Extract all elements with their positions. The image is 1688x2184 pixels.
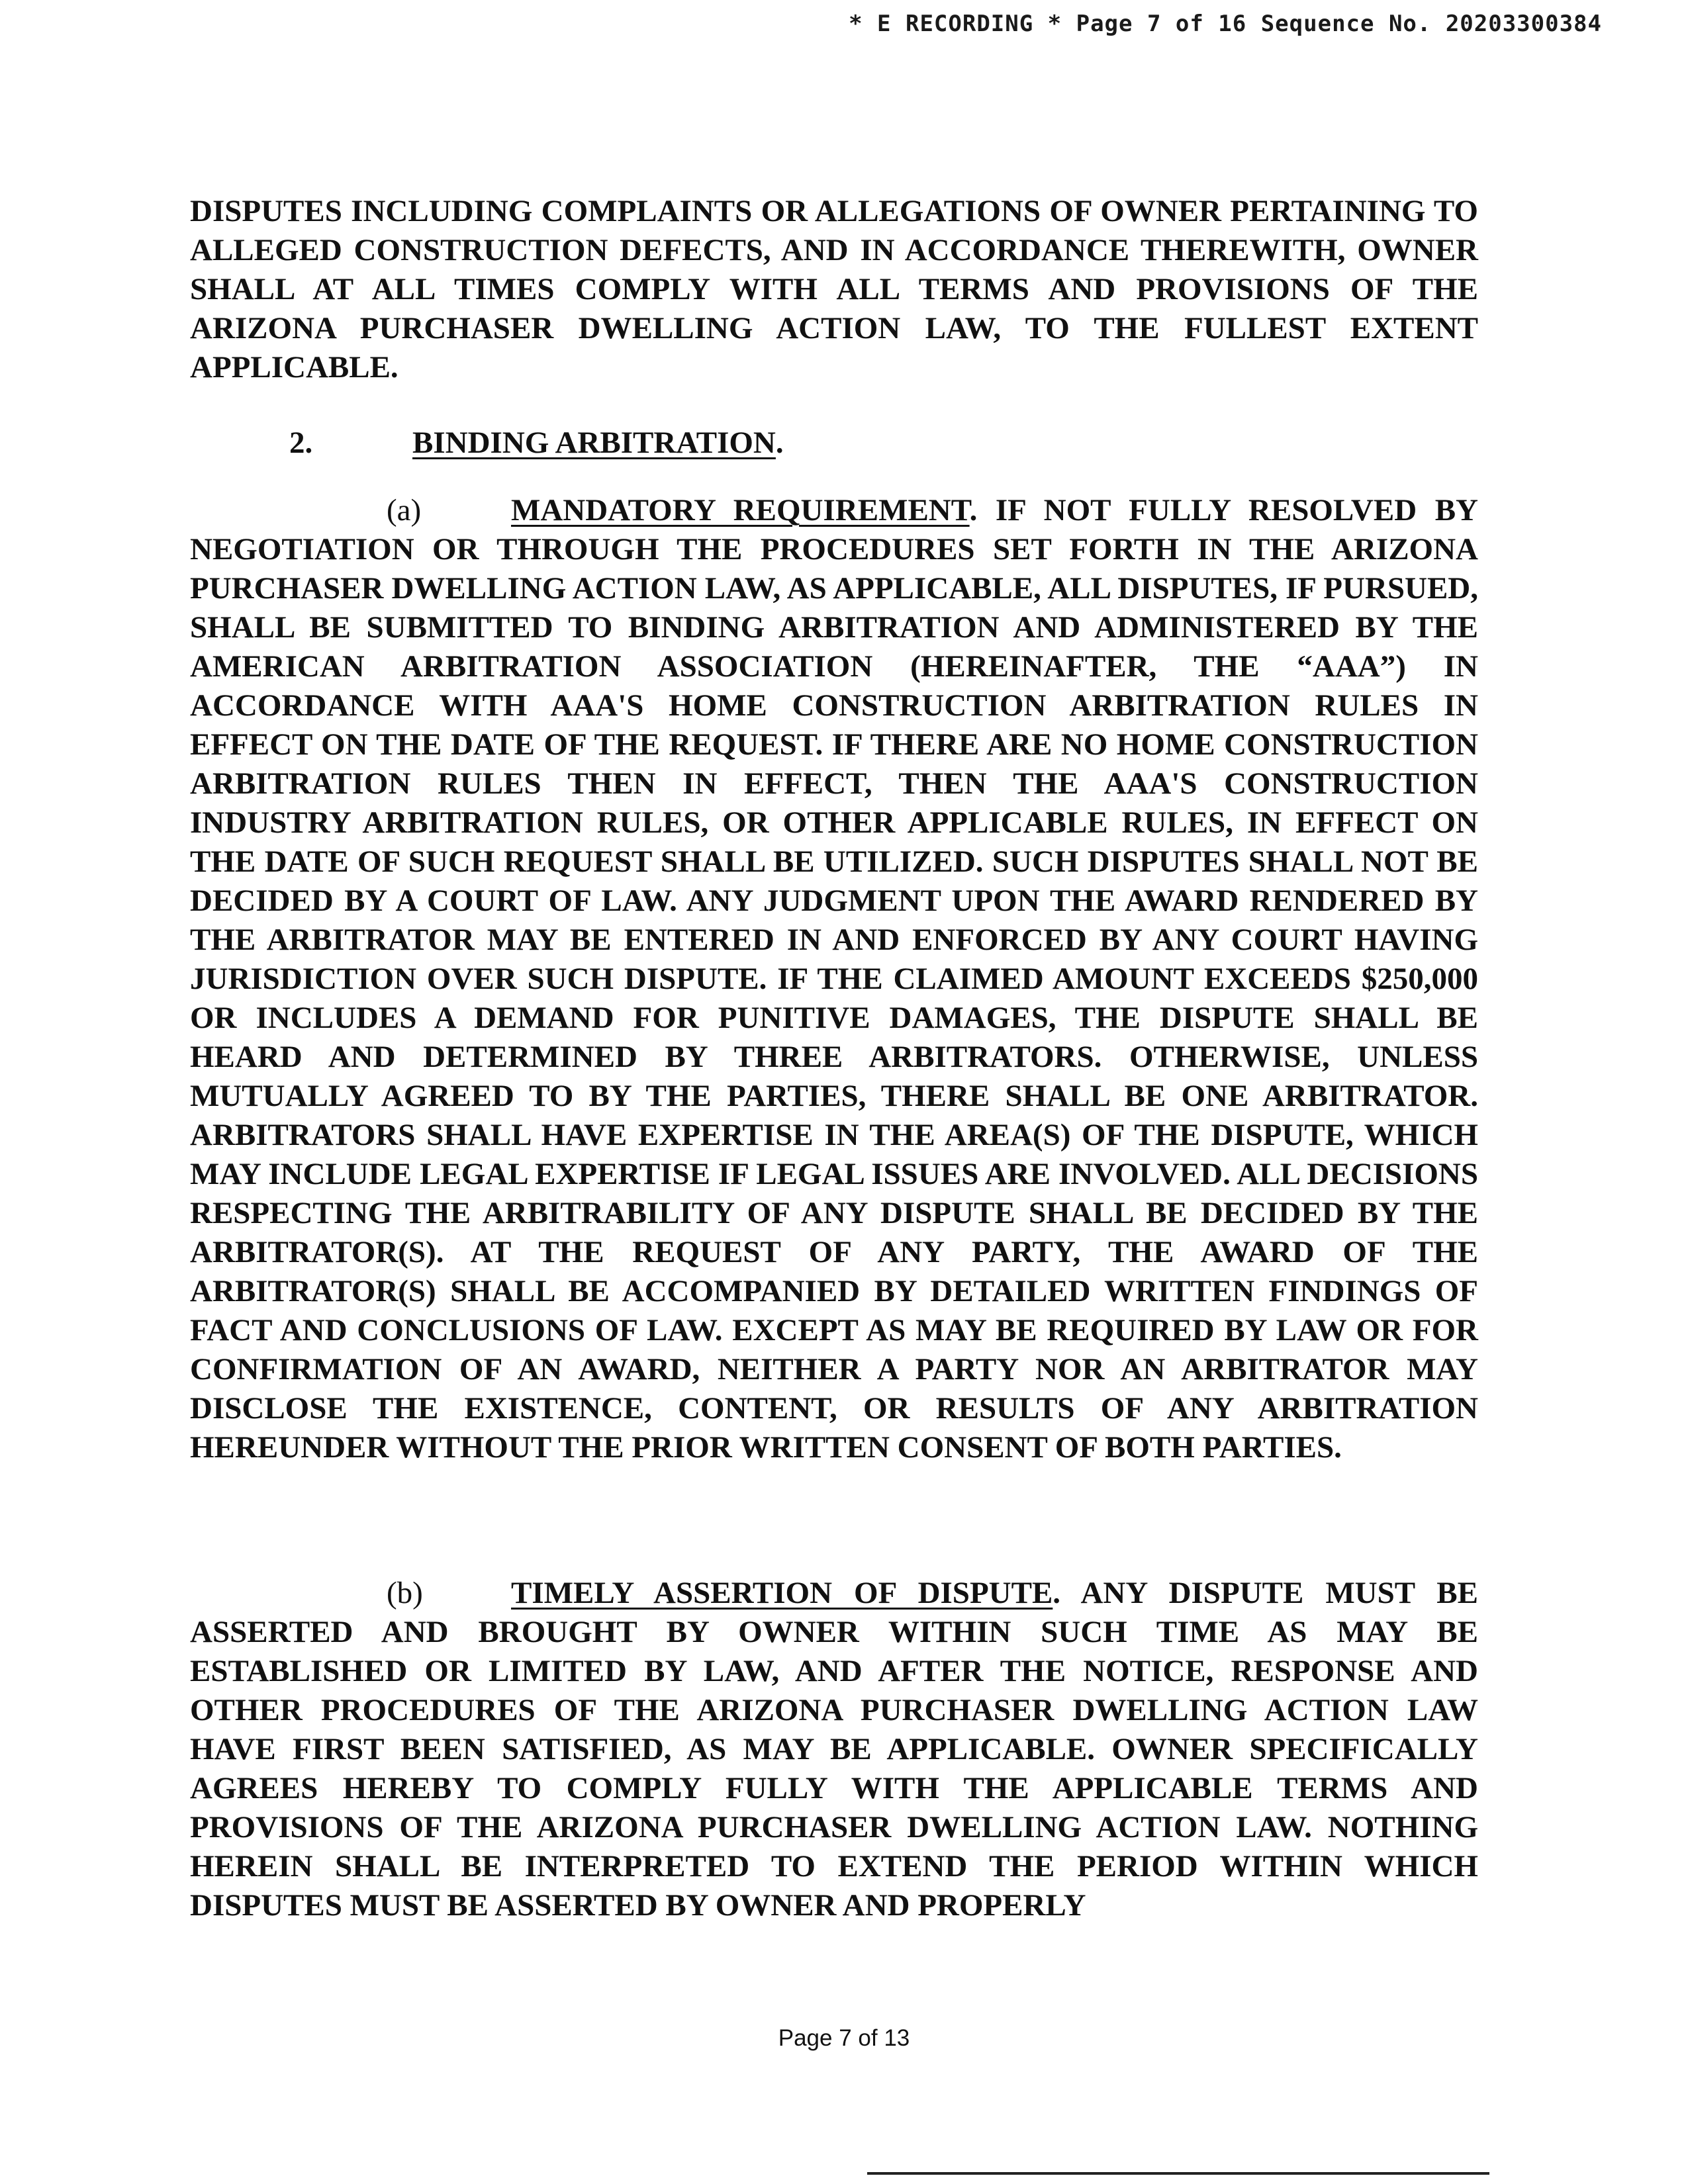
subsection-a-paragraph [190,491,1478,1467]
bottom-rule [867,2172,1489,2175]
subsection-b-label: (b) [387,1576,423,1610]
subsection-a-heading: MANDATORY REQUIREMENT [511,493,970,527]
section-title: BINDING ARBITRATION [412,426,776,460]
subsection-a-text: . IF NOT FULLY RESOLVED BY NEGOTIATION OR THROUGH THE PROCEDURES SET FORTH IN THE ARIZONA PURCHASER DWELLING ACTION LAW, AS APPLICABLE, ALL DISPUTES, IF PURSUED, SHALL BE SUBMITTED TO BINDING ARBITRATION AND ADMINISTERED BY THE AMERICAN ARBITRATION ASSOCIATION (HEREINAFTER, THE “AAA”) IN ACCORDANCE WITH AAA'S HOME CONSTRUCTION ARBITRATION RULES IN EFFECT ON THE DATE OF THE REQUEST. IF THERE ARE NO HOME CONSTRUCTION ARBITRATION RULES THEN IN EFFECT, THEN THE AAA'S CONSTRUCTION INDUSTRY ARBITRATION RULES, OR OTHER APPLICABLE RULES, IN EFFECT ON THE DATE OF SUCH REQUEST SHALL BE UTILIZED. SUCH DISPUTES SHALL NOT BE DECIDED BY A COURT OF LAW. ANY JUDGMENT UPON THE AWARD RENDERED BY THE ARBITRATOR MAY BE ENTERED IN AND ENFORCED BY ANY COURT HAVING JURISDICTION OVER SUCH DISPUTE. IF THE CLAIMED AMOUNT EXCEEDS $250,000 OR INCLUDES A DEMAND FOR PUNITIVE DAMAGES, THE DISPUTE SHALL BE HEARD AND DETERMINED BY THREE ARBITRATORS. OTHERWISE, UNLESS MUTUALLY AGREED TO BY THE PARTIES, THERE SHALL BE ONE ARBITRATOR. ARBITRATORS SHALL HAVE EXPERTISE IN THE AREA(S) OF THE DISPUTE, WHICH MAY INCLUDE LEGAL EXPERTISE IF LEGAL ISSUES ARE INVOLVED. ALL DECISIONS RESPECTING THE ARBITRABILITY OF ANY DISPUTE SHALL BE DECIDED BY THE ARBITRATOR(S). AT THE REQUEST OF ANY PARTY, THE AWARD OF THE ARBITRATOR(S) SHALL BE ACCOMPANIED BY DETAILED WRITTEN FINDINGS OF FACT AND CONCLUSIONS OF LAW. EXCEPT AS MAY BE REQUIRED BY LAW OR FOR CONFIRMATION OF AN AWARD, NEITHER A PARTY NOR AN ARBITRATOR MAY DISCLOSE THE EXISTENCE, CONTENT, OR RESULTS OF ANY ARBITRATION HEREUNDER WITHOUT THE PRIOR WRITTEN CONSENT OF BOTH PARTIES. [190,493,1478,1465]
subsection-b-paragraph [190,1574,1478,1925]
section-title-period: . [775,426,784,460]
recording-header: * E RECORDING * Page 7 of 16 Sequence No. 20203300384 [849,11,1602,37]
section-number: 2. [289,426,313,460]
subsection-b-text: . ANY DISPUTE MUST BE ASSERTED AND BROUGHT BY OWNER WITHIN SUCH TIME AS MAY BE ESTABLISHED OR LIMITED BY LAW, AND AFTER THE NOTICE, RESPONSE AND OTHER PROCEDURES OF THE ARIZONA PURCHASER DWELLING ACTION LAW HAVE FIRST BEEN SATISFIED, AS MAY BE APPLICABLE. OWNER SPECIFICALLY AGREES HEREBY TO COMPLY FULLY WITH THE APPLICABLE TERMS AND PROVISIONS OF THE ARIZONA PURCHASER DWELLING ACTION LAW. NOTHING HEREIN SHALL BE INTERPRETED TO EXTEND THE PERIOD WITHIN WHICH DISPUTES MUST BE ASSERTED BY OWNER AND PROPERLY [190,1576,1478,1923]
subsection-b-heading: TIMELY ASSERTION OF DISPUTE [511,1576,1053,1610]
page-footer: Page 7 of 13 [778,2025,910,2051]
intro-paragraph: DISPUTES INCLUDING COMPLAINTS OR ALLEGATIONS OF OWNER PERTAINING TO ALLEGED CONSTRUCTION DEFECTS, AND IN ACCORDANCE THEREWITH, OWNER SHALL AT ALL TIMES COMPLY WITH ALL TERMS AND PROVISIONS OF THE ARIZONA PURCHASER DWELLING ACTION LAW, TO THE FULLEST EXTENT APPLICABLE. [190,194,1478,385]
section-heading [289,424,784,463]
subsection-a-label: (a) [387,493,422,527]
